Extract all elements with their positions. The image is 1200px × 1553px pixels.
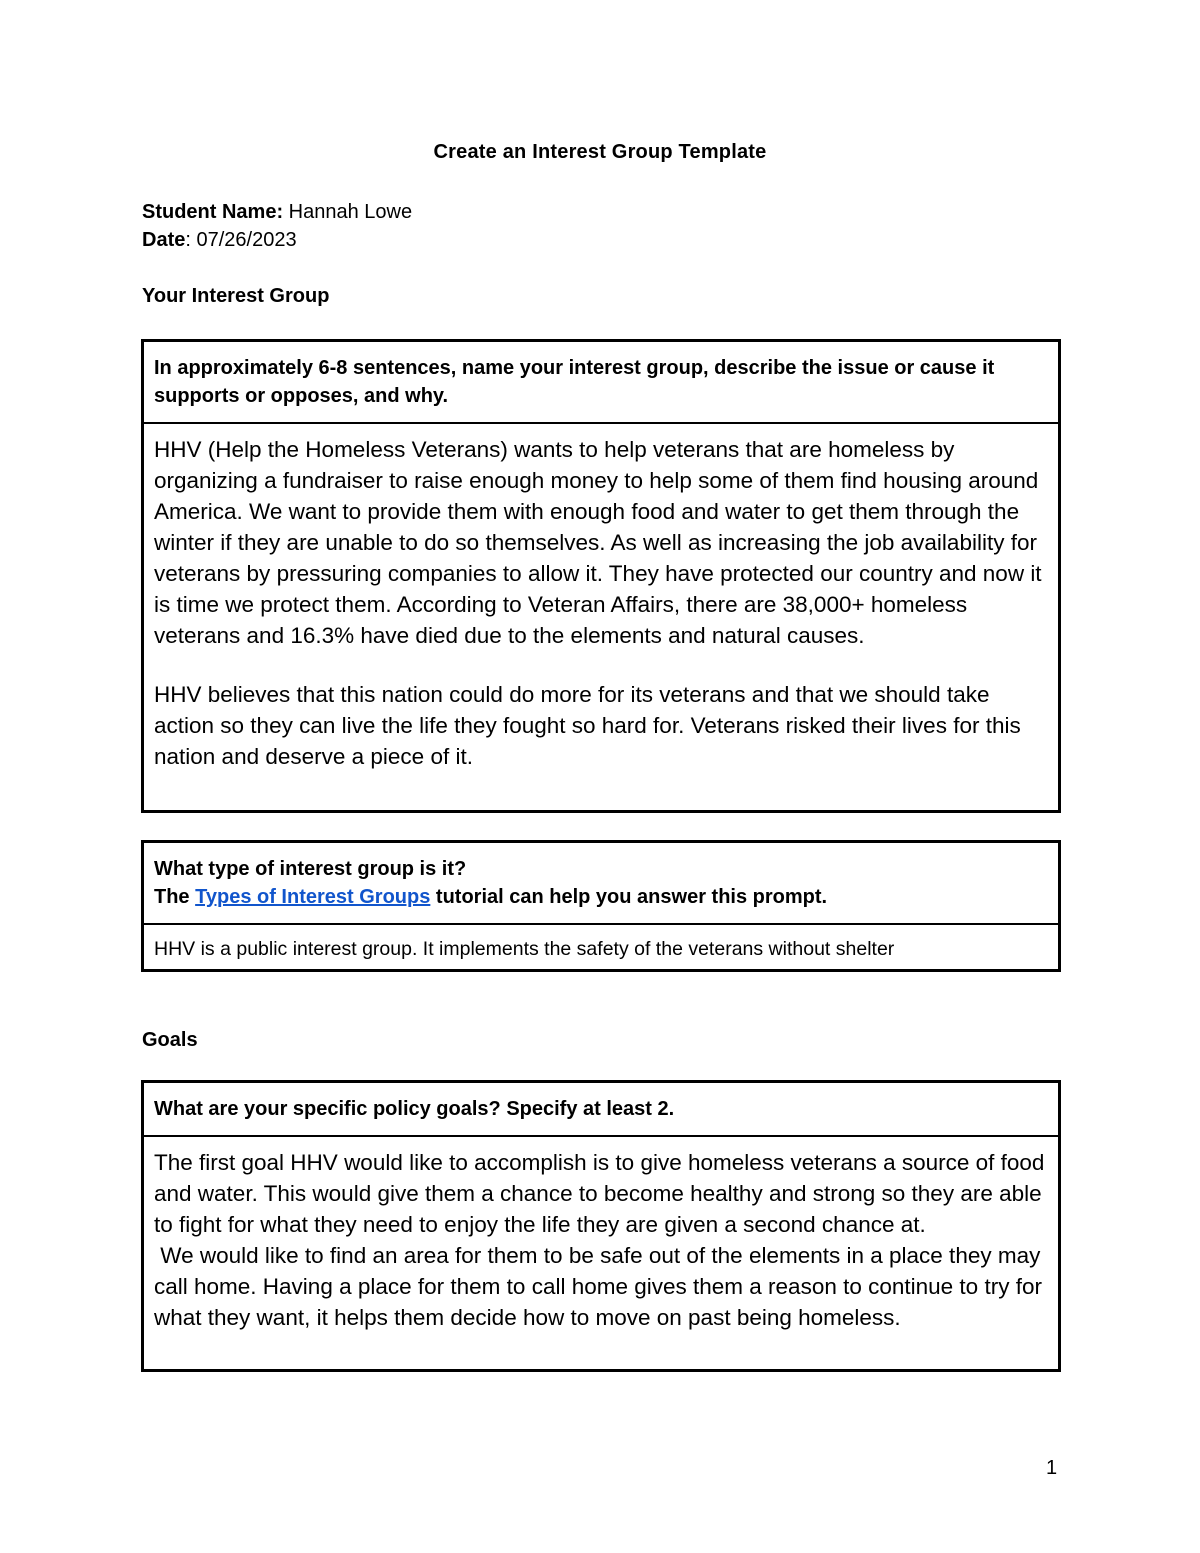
student-name-line	[142, 198, 412, 226]
interest-group-description-prompt: In approximately 6-8 sentences, name your interest group, describe the issue or cause it supports or opposes, and why.	[144, 342, 1058, 424]
date-line	[142, 226, 297, 254]
answer-paragraph: We would like to find an area for them to be safe out of the elements in a place they may call home. Having a place for them to call home gives them a reason to continue to try for what they want, it helps them decide how to move on past being homeless.	[154, 1243, 1049, 1330]
student-name-label: Student Name:	[142, 201, 284, 223]
page-number: 1	[1046, 1457, 1058, 1479]
interest-group-type-answer: HHV is a public interest group. It implements the safety of the veterans without shelter	[154, 938, 895, 960]
interest-group-type-prompt	[144, 843, 1058, 925]
student-name-value: Hannah Lowe	[283, 201, 413, 223]
section-heading-interest-group: Your Interest Group	[142, 285, 330, 307]
policy-goals-prompt: What are your specific policy goals? Specify at least 2.	[144, 1083, 1058, 1137]
interest-group-type-hint	[154, 883, 1048, 911]
interest-group-description-table	[141, 339, 1061, 813]
answer-paragraph: HHV believes that this nation could do more for its veterans and that we should take action so they can live the life they fought so hard for. Veterans risked their lives for this nation and deserve a piece of it.	[154, 682, 1021, 769]
types-of-interest-groups-link[interactable]: Types of Interest Groups	[195, 886, 431, 908]
section-heading-goals: Goals	[142, 1029, 198, 1051]
policy-goals-table	[141, 1080, 1061, 1372]
answer-paragraph: The first goal HHV would like to accomplish is to give homeless veterans a source of food and water. This would give them a chance to become healthy and strong so they are able to fight for what they need to enjoy the life they are given a second chance at.	[154, 1150, 1045, 1237]
date-value: : 07/26/2023	[185, 229, 297, 251]
hint-prefix: The	[154, 886, 196, 908]
interest-group-type-question: What type of interest group is it?	[154, 858, 467, 880]
interest-group-description-answer	[144, 424, 1058, 784]
date-label: Date	[142, 229, 186, 251]
interest-group-type-table	[141, 840, 1061, 972]
hint-suffix: tutorial can help you answer this prompt.	[430, 886, 828, 908]
policy-goals-answer	[144, 1137, 1058, 1345]
answer-paragraph: HHV (Help the Homeless Veterans) wants to help veterans that are homeless by organizing a fundraiser to raise enough money to help some of them find housing around America. We want to provide them with enough food and water to get them through the winter if they are unable to do so themselves. As well as increasing the job availability for veterans by pressuring companies to allow it. They have protected our country and now it is time we protect them. According to Veteran Affairs, there are 38,000+ homeless veterans and 16.3% have died due to the elements and natural causes.	[154, 437, 1042, 648]
page-title: Create an Interest Group Template	[433, 141, 767, 163]
